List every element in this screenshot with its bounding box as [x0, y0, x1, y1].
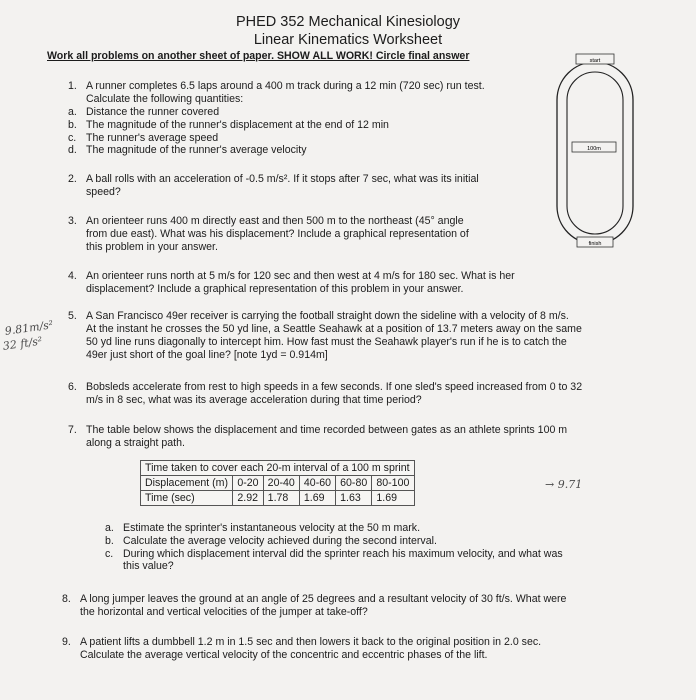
handwritten-note: 32 ft/s² — [2, 334, 44, 353]
subpart-b — [105, 535, 635, 548]
problem-8 — [62, 593, 642, 619]
subpart-text: Calculate the average velocity achieved during the second interval. — [123, 534, 437, 547]
table-cell: 1.69 — [299, 491, 335, 506]
problem-1-subparts — [68, 106, 548, 157]
subpart-text: Estimate the sprinter's instantaneous velocity at the 50 m mark. — [123, 522, 421, 534]
table-cell: 60-80 — [336, 476, 372, 491]
problem-text-line: A long jumper leaves the ground at an angle of 25 degrees and a resultant velocity of 30 ft/s. What were — [80, 593, 567, 605]
start-label: start — [589, 58, 601, 64]
problem-text-line: The table below shows the displacement and time recorded between gates as an athlete sprints 100 m — [86, 424, 568, 436]
table-cell: 40-60 — [299, 476, 335, 491]
problem-text-line: A patient lifts a dumbbell 1.2 m in 1.5 sec and then lowers it back to the original position in 2.0 sec. — [80, 636, 542, 648]
problem-number: 8. — [62, 593, 71, 605]
subpart-d — [68, 144, 548, 157]
subpart-b — [68, 119, 548, 132]
problem-5 — [68, 310, 643, 362]
problem-text-line: Calculate the average vertical velocity of the concentric and eccentric phases of the lift. — [80, 649, 488, 661]
table-row-label: Displacement (m) — [141, 476, 233, 491]
problem-1 — [68, 80, 548, 106]
subpart-letter: d. — [68, 144, 77, 157]
problem-text-line: 50 yd line runs diagonally to intercept him. How fast must the Seahawk player's run if he is to catch the — [86, 336, 567, 348]
table-title: Time taken to cover each 20-m interval of a 100 m sprint — [141, 461, 415, 476]
problem-text-line: A runner completes 6.5 laps around a 400 m track during a 12 min (720 sec) run test. — [86, 80, 485, 92]
table-cell: 80-100 — [372, 476, 414, 491]
subpart-text: The magnitude of the runner's displacement at the end of 12 min — [86, 118, 389, 131]
instructions: Work all problems on another sheet of paper. SHOW ALL WORK! Circle final answer — [47, 50, 470, 62]
subpart-text: Distance the runner covered — [86, 106, 220, 118]
problem-text-line: Bobsleds accelerate from rest to high speeds in a few seconds. If one sled's speed increased from 0 to 32 — [86, 381, 583, 393]
handwritten-sum: → 9.71 — [545, 478, 583, 491]
problem-text-line: 49er just short of the goal line? [note 1yd = 0.914m] — [86, 349, 328, 361]
problem-text-line: At the instant he crosses the 50 yd line, a Seattle Seahawk at a position of 13.7 meters away on the same — [86, 323, 582, 335]
subpart-letter: c. — [68, 131, 77, 144]
subpart-c — [68, 132, 548, 145]
problem-text-line: Calculate the following quantities: — [86, 93, 244, 105]
problem-number: 2. — [68, 173, 77, 185]
table-cell: 0-20 — [233, 476, 263, 491]
problem-6 — [68, 381, 643, 407]
subpart-letter: b. — [68, 118, 77, 131]
problem-9 — [62, 636, 642, 662]
problem-text-line: m/s in 8 sec, what was its average acceleration during that time period? — [86, 394, 422, 406]
subpart-c — [105, 548, 635, 561]
problem-7 — [68, 424, 643, 450]
track-outer-lane — [557, 62, 633, 244]
problem-3 — [68, 215, 548, 254]
problem-text-line: along a straight path. — [86, 437, 185, 449]
problem-number: 6. — [68, 381, 77, 393]
subpart-letter: a. — [105, 522, 114, 534]
problem-text-line: An orienteer runs north at 5 m/s for 120 sec and then west at 4 m/s for 180 sec. What is her — [86, 270, 515, 282]
course-title: PHED 352 Mechanical Kinesiology — [235, 14, 461, 30]
track-diagram — [553, 52, 639, 250]
table-cell: 2.92 — [233, 491, 263, 506]
subpart-text: The magnitude of the runner's average velocity — [86, 144, 307, 157]
problem-text-line: A San Francisco 49er receiver is carrying the football straight down the sideline with a velocity of 8 m/s. — [86, 310, 569, 322]
problem-number: 3. — [68, 215, 77, 227]
table-title-row — [141, 461, 415, 476]
subpart-letter: a. — [68, 106, 77, 118]
problem-text-line: displacement? Include a graphical representation of this problem in your answer. — [86, 283, 464, 295]
problem-text-line: from due east). What was his displacement? Include a graphical representation of — [86, 228, 469, 240]
track-inner-lane — [567, 72, 623, 234]
table-row — [141, 491, 415, 506]
table-row-label: Time (sec) — [141, 491, 233, 506]
problem-text-line: speed? — [86, 186, 121, 198]
finish-label: finish — [588, 241, 602, 247]
problem-4 — [68, 270, 628, 296]
table-cell: 20-40 — [263, 476, 299, 491]
problem-number: 9. — [62, 636, 71, 648]
problem-2 — [68, 173, 548, 199]
subpart-text: this value? — [123, 560, 174, 573]
problem-7-subparts — [105, 522, 635, 573]
handwritten-note: 9.81m/s² — [4, 318, 55, 338]
distance-label: 100m — [587, 146, 601, 152]
problem-number: 1. — [68, 80, 77, 92]
problem-text-line: this problem in your answer. — [86, 241, 218, 253]
worksheet-title: Linear Kinematics Worksheet — [253, 32, 443, 48]
table-cell: 1.63 — [336, 491, 372, 506]
sprint-table — [140, 460, 415, 506]
subpart-text: The runner's average speed — [86, 131, 219, 144]
subpart-a — [68, 106, 548, 119]
table-row — [141, 476, 415, 491]
table-cell: 1.69 — [372, 491, 414, 506]
problem-text-line: A ball rolls with an acceleration of -0.5 m/s². If it stops after 7 sec, what was its initial — [86, 173, 479, 185]
problem-number: 4. — [68, 270, 77, 282]
subpart-text: During which displacement interval did the sprinter reach his maximum velocity, and what was — [123, 547, 563, 560]
problem-text-line: the horizontal and vertical velocities of the jumper at take-off? — [80, 606, 368, 618]
problem-number: 7. — [68, 424, 77, 436]
problem-text-line: An orienteer runs 400 m directly east and then 500 m to the northeast (45° angle — [86, 215, 464, 227]
table-cell: 1.78 — [263, 491, 299, 506]
subpart-letter: b. — [105, 534, 114, 547]
problem-number: 5. — [68, 310, 77, 322]
subpart-c-continued — [105, 560, 635, 573]
subpart-a — [105, 522, 635, 535]
subpart-letter: c. — [105, 547, 114, 560]
